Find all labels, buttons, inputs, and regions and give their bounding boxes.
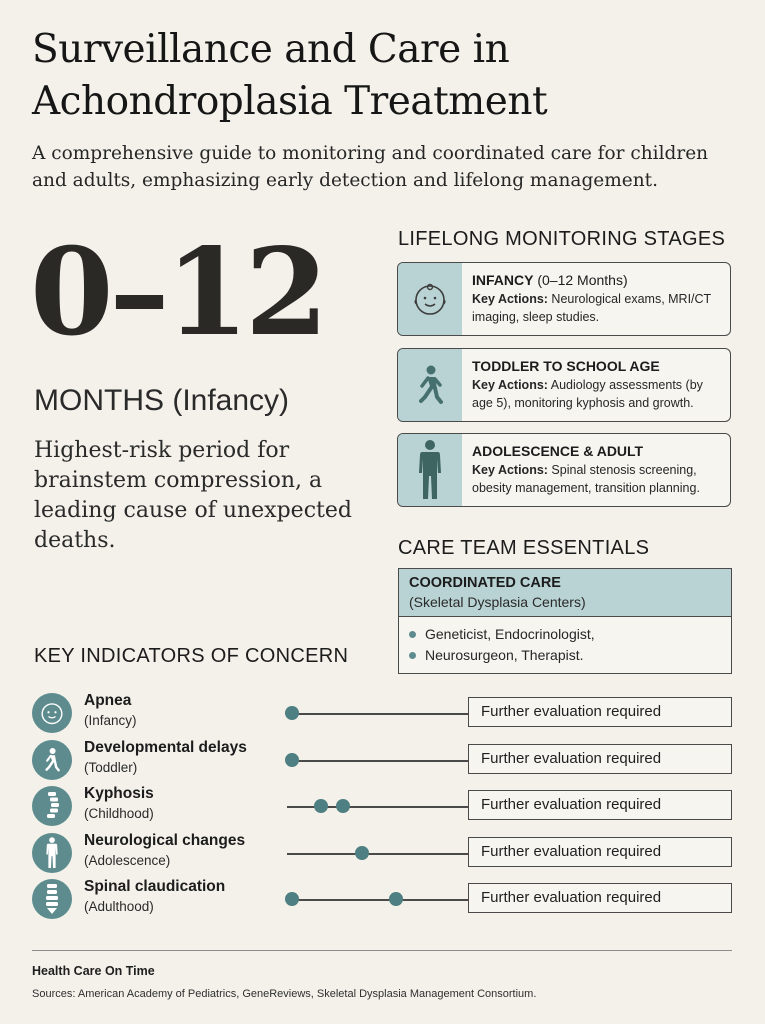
indicator-icon bbox=[32, 693, 72, 733]
baby-face-icon bbox=[38, 699, 66, 727]
indicator-name: Neurological changes bbox=[84, 832, 246, 849]
walking-child-icon bbox=[410, 363, 450, 407]
footer-divider bbox=[32, 950, 732, 951]
walking-child-icon bbox=[40, 746, 64, 774]
stat-label: MONTHS (Infancy) bbox=[34, 384, 290, 417]
title-line-1: Surveillance and Care in bbox=[32, 27, 510, 72]
indicator-action-box: Further evaluation required bbox=[468, 744, 732, 774]
care-team-item: Neurosurgeon, Therapist. bbox=[399, 645, 731, 666]
stat-number: 0–12 bbox=[30, 222, 325, 363]
stage-actions: Neurological exams, MRI/CT imaging, sleep studies. bbox=[472, 292, 711, 324]
indicator-dot bbox=[285, 706, 299, 720]
indicator-stage: (Infancy) bbox=[84, 713, 137, 728]
care-team-heading: CARE TEAM ESSENTIALS bbox=[398, 537, 650, 559]
indicator-connector bbox=[292, 899, 468, 901]
indicator-connector bbox=[292, 713, 468, 715]
indicator-stage: (Childhood) bbox=[84, 806, 154, 821]
stage-title: ADOLESCENCE & ADULT bbox=[472, 443, 644, 459]
stage-actions: Spinal stenosis screening, obesity management, transition planning. bbox=[472, 463, 700, 495]
stage-card-toddler bbox=[397, 348, 731, 422]
indicator-icon bbox=[32, 879, 72, 919]
indicator-stage: (Adulthood) bbox=[84, 899, 154, 914]
indicator-dot bbox=[389, 892, 403, 906]
indicator-row bbox=[32, 831, 732, 875]
footer-sources: Sources: American Academy of Pediatrics, GeneReviews, Skeletal Dysplasia Management Consortium. bbox=[32, 988, 537, 1000]
indicator-connector bbox=[292, 760, 468, 762]
indicator-action-box: Further evaluation required bbox=[468, 837, 732, 867]
stage-icon-box bbox=[398, 349, 462, 421]
stage-card-adult bbox=[397, 433, 731, 507]
page-title bbox=[32, 24, 732, 128]
baby-face-icon bbox=[410, 279, 450, 319]
indicator-dot bbox=[355, 846, 369, 860]
stage-actions-label: Key Actions: bbox=[472, 292, 548, 306]
care-team-title: COORDINATED CARE bbox=[409, 575, 561, 591]
care-team-box bbox=[398, 568, 732, 674]
stages-heading: LIFELONG MONITORING STAGES bbox=[398, 228, 726, 250]
stage-range: (0–12 Months) bbox=[533, 272, 628, 288]
indicator-row bbox=[32, 784, 732, 828]
stage-icon-box bbox=[398, 263, 462, 335]
indicator-icon bbox=[32, 740, 72, 780]
stage-icon-box bbox=[398, 434, 462, 506]
indicator-action-box: Further evaluation required bbox=[468, 790, 732, 820]
stat-description: Highest-risk period for brainstem compression, a leading cause of unexpected deaths. bbox=[34, 438, 352, 553]
indicators-heading: KEY INDICATORS OF CONCERN bbox=[34, 645, 349, 667]
indicator-connector bbox=[287, 853, 468, 855]
care-team-item: Geneticist, Endocrinologist, bbox=[399, 624, 731, 645]
indicator-row bbox=[32, 691, 732, 735]
footer-brand: Health Care On Time bbox=[32, 964, 155, 978]
stage-actions-label: Key Actions: bbox=[472, 378, 548, 392]
human-figure-icon bbox=[44, 837, 60, 869]
indicator-dot bbox=[285, 753, 299, 767]
stage-actions-label: Key Actions: bbox=[472, 463, 548, 477]
stage-card-infancy bbox=[397, 262, 731, 336]
indicator-name: Kyphosis bbox=[84, 785, 154, 802]
indicator-name: Spinal claudication bbox=[84, 878, 226, 895]
care-team-subtitle: (Skeletal Dysplasia Centers) bbox=[409, 594, 586, 610]
title-line-2: Achondroplasia Treatment bbox=[32, 79, 548, 124]
stage-title: TODDLER TO SCHOOL AGE bbox=[472, 358, 660, 374]
indicator-stage: (Adolescence) bbox=[84, 853, 171, 868]
indicator-stage: (Toddler) bbox=[84, 760, 138, 775]
indicator-name: Apnea bbox=[84, 692, 132, 709]
indicator-dot bbox=[285, 892, 299, 906]
care-team-header bbox=[399, 569, 731, 617]
indicator-action-box: Further evaluation required bbox=[468, 697, 732, 727]
spine-icon bbox=[42, 883, 62, 915]
indicator-dot bbox=[336, 799, 350, 813]
adult-figure-icon bbox=[415, 439, 445, 501]
indicator-row bbox=[32, 877, 732, 921]
stage-title: INFANCY bbox=[472, 272, 534, 288]
indicator-action-box: Further evaluation required bbox=[468, 883, 732, 913]
indicator-row bbox=[32, 738, 732, 782]
page-subtitle: A comprehensive guide to monitoring and coordinated care for children and adults, emphasizing early detection and lifelong management. bbox=[32, 143, 709, 191]
stage-actions: Audiology assessments (by age 5), monitoring kyphosis and growth. bbox=[472, 378, 703, 410]
indicator-name: Developmental delays bbox=[84, 739, 247, 756]
indicator-dot bbox=[314, 799, 328, 813]
curved-spine-icon bbox=[41, 791, 63, 821]
indicator-icon bbox=[32, 833, 72, 873]
indicator-icon bbox=[32, 786, 72, 826]
